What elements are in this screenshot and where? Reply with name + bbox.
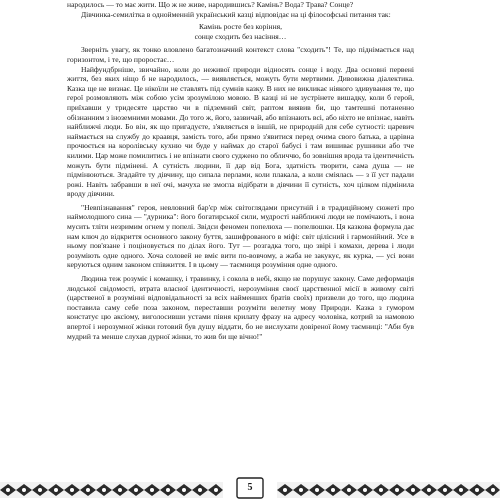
paragraph: "Невпізнавання" героя, невловний бар'єр між світоглядами присутній і в традиційному сюжеті про наймолодшого сина — "дурника": його богатирської сили, мудрості найближчі люди не помічають, і вона мусить тліти незримим огнем у попелі. Звідси феномен попелюха — попелюшки. Ця казкова формула дає нам ключ до відкриття основного закону буття, зашифрованого в міфі: світ цілісний і гармонійний. Усе в ньому пов'язане і поціновується по ділах його. Тут — розгадка того, що звірі і комахи, дерева і люди розуміють одне одного. Хоча соловей не вміє вити по-вовчому, а жаба не закукує, як курка, — усі вони керуються одним законом співжиття. І в цьому — таємниця розуміння одне одного.: [67, 202, 414, 270]
paragraph: Людина теж розуміє і комашку, і травинку, і сокола в небі, якщо не порушує закону. Саме деформація людської свідомості, втрата власної ідентичності, нерозуміння своєї царственної місії в живому світі (царственої в розумінні відповідальності за всіх найменших братів своїх) призвели до того, що людина поставила саму себе поза законом, переставши розуміти велетну мову Природи. Казка з гумором констатує цю аксіому, виголосивши устами півня крилату фразу на адресу чоловіка, котрий за намовою впертої і нерозумної жінки готовий був душу віддати, бо не вислухати довіреної йому таємниці: "Аби був мудрий та менше слухав дурної жінки, то жив би ще вічно!": [67, 274, 414, 341]
poem-line: сонце сходить без насіння…: [194, 31, 287, 41]
paragraph-top-2: Дівчинка-семилітка в однойменній український казці відповідає на ці філософські питання так:: [81, 9, 391, 19]
ornament-right: [277, 482, 500, 498]
ornament-left: [0, 482, 223, 498]
poem-line: Камінь росте без коріння,: [198, 22, 283, 32]
page-number: 5: [247, 482, 253, 493]
page-text: [67, 0, 414, 341]
paragraph: Зверніть увагу, як тонко вловлено багатозначний контекст слова "сходить"! Те, що піднімається над горизонтом, і те, що проростає…: [67, 45, 414, 64]
paragraph-top-1: народилось — то має жити. Що ж не живе, народившись? Камінь? Вода? Трава? Сонце?: [67, 0, 354, 9]
poem: [67, 22, 414, 41]
paragraph: Найфундбрніше, звичайно, коли до неживої природи відносять сонце і воду. Два основні первені життя, без яких ніщо б не народилось, — виявляється, можуть бути мертвими. Дивовижна діалектика. Казка ще не визнає. Це нікоїли не ставлять під сумнів казку. В них не викликає ніякого здивування те, що герої розмовляють між собою усім зрозумілою мовою. В казці ні не зустрінете вишадку, коли б герой, приїхавши у тридесяте царство чи в підземний світ, раптом виявив би, що тамтешні потаненно обізнанним з іноземними мовами. До того ж, його, зазвичай, або впізнають всі, або ніхто не впізнає, навіть найближчі люди. Бо він, як що пригадуєте, з'являється в іншій, не природній для себе сутності: царевич наймається на службу до краавця, замість того, аби прямо з'явитися перед очима свого батька, а царівна прочюється на королівську кухню чи буде у наймах до старої бабусі і там вишиває рушники або тче килими. Цар може помилитись і не впізнати свого суджено по обличчю, бо зовнішня врода та ідентичність можуть бути підмінені. А сутність людини, її дар від Бога, здатність творити, сама душа — не підмінюються. Згадайте ту дівчину, що сипала перлами, коли плакала, а коли сміялась — з її уст падали рожі. Навіть забравши в неї очі, мачуха не змогла відібрати в дівчини її сутність, хоч цілком підмінила вроду дівчини.: [67, 64, 414, 199]
